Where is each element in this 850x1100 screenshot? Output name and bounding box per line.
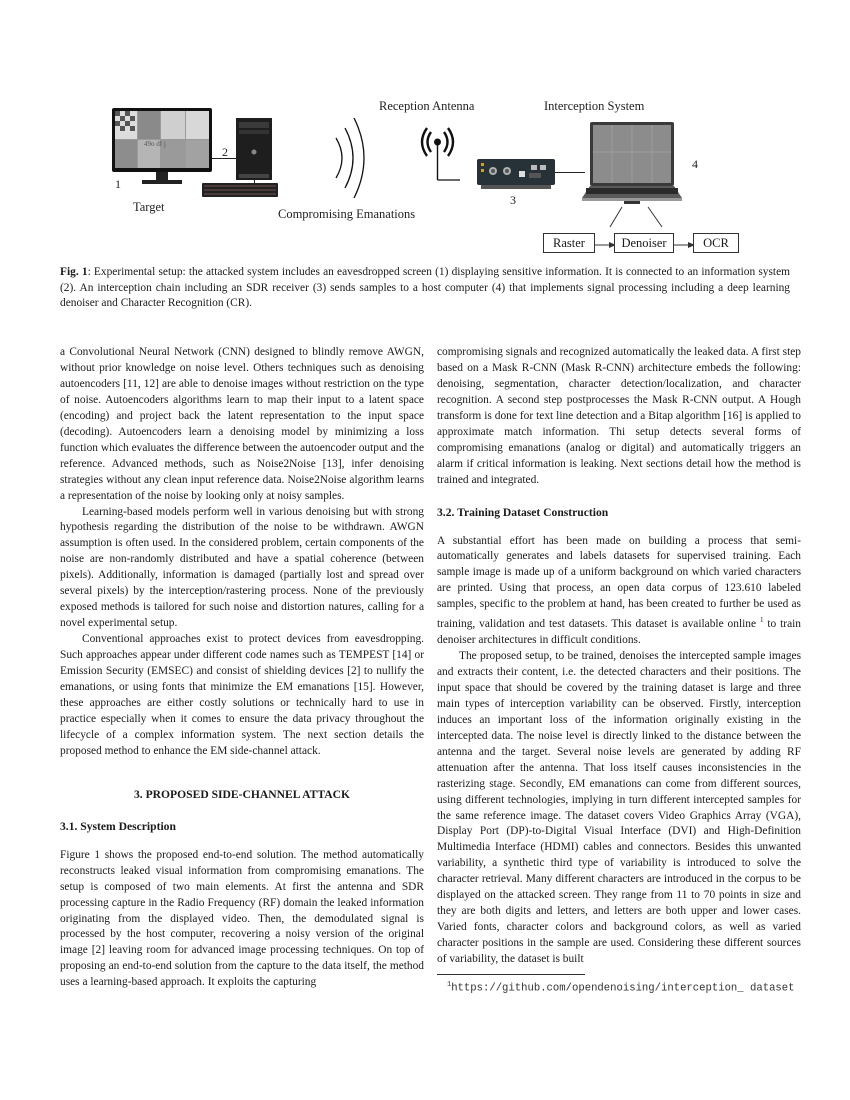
paragraph: a Convolutional Neural Network (CNN) designed to blindly remove AWGN, without prior knowledge on noise level. Others techniques such as denoising autoencoders [11, 12] are able to denoise images without restriction on the type of noise. Autoencoders algorithms learn to map their input to a latent space (encoding) and project back the latent representation to the input space (decoding). Autoencoders learn a denoising model by minimizing a loss function which evaluates the difference between the autoencoder output and the reference. Advanced methods, such as Noise2Noise [13], infer denoising strategies without any clean input reference data. Noise2Noise algorithm learns a representation of the noise by looking only at noisy samples.: [60, 346, 424, 502]
subsection-heading: 3.2. Training Dataset Construction: [437, 505, 609, 519]
left-column: [60, 345, 424, 991]
tower-pc-image: [236, 118, 272, 180]
section-heading: 3. PROPOSED SIDE-CHANNEL ATTACK: [133, 787, 351, 801]
label-number-3: 3: [510, 193, 516, 207]
figure-caption: [60, 265, 790, 312]
label-compromising-emanations: Compromising Emanations: [278, 207, 416, 221]
label-number-4: 4: [692, 157, 698, 171]
footnote-url[interactable]: https://github.com/opendenoising/interception_ dataset: [451, 982, 795, 995]
paragraph: compromising signals and recognized automatically the leaked data. A first step based on a Mask R-CNN (Mask R-CNN) architecture embeds the following: denoising, segmentation, character detection/localization, and character recognition. A second step postprocesses the Mask R-CNN output. A Hough transform is done for text line detection and a Bitap algorithm [16] is applied to approximate match information. Thi setup detects several forms of compromising emanations (analog or digital) and automatically triggers an alarm if critical information is leaking. Next sections detail how the method is trained and integrated.: [437, 346, 801, 486]
flow-box-ocr: OCR: [693, 233, 739, 253]
paragraph: A substantial effort has been made on building a process that semi-automatically generates and labels datasets for supervised training. Each sample image is made up of a uniform background on which varied characters are printed. Using that process, an open data corpus of 123.610 labeled samples, specific to the problem at hand, has been created to further be used as training, validation and test datasets. This dataset is available online $^1$ to train denoiser architectures in difficult conditions.: [437, 534, 801, 647]
laptop-image: [582, 122, 682, 204]
paragraph: Figure 1 shows the proposed end-to-end solution. The method automatically reconstructs leaked visual information from compromising emanations. The setup is composed of two main elements. At first the antenna and SDR processing capture in the Radio Frequency (RF) domain the leaked information originating from the displayed video. Then, the demodulated signal is processed by the host computer, recovering a noisy version of the original image [2] leaving room for advanced image processing techniques. On top of proposing an end-to-end solution from the capture to the data itself, the method uses a learning-based approach. It exploits the capturing: [60, 848, 424, 989]
footnote-divider: [437, 974, 585, 975]
arrow-right-icon: [594, 237, 616, 247]
keyboard-image: [202, 183, 278, 197]
figure-caption-label: Fig. 1: [60, 266, 88, 278]
sdr-laptop-cable: [555, 172, 585, 173]
paragraph: Learning-based models perform well in various denoising but with strong hypothesis regarding the distribution of the noise to be withdrawn. AWGN assumption is often used. In the considered problem, certain components of the noise are non-randomly distributed and have a spatial coherence (between pixels). Additionally, information is damaged (partially lost and spread over several pixels) by the interception/rastering process. None of the previously exposed methods is tailored for such noise and distortion natures, calling for a novel experimental setup.: [60, 505, 424, 630]
pc-keyboard-cable: [254, 180, 255, 184]
arrow-right-icon: [673, 237, 695, 247]
paragraph: Conventional approaches exist to protect devices from eavesdropping. Such approaches appear under different code names such as TEMPEST [14] or Emission Security (EMSEC) and consist of shielding devices [2] to nullify the emanations, or using fonts that minimize the EM emanations [15]. However, these approaches are either costly solutions or technically hard to use in practice especially when it comes to ensure the data privacy throughout the lifecycle of a complex information system. The next section details the proposed method to enhance the EM side-channel attack.: [60, 633, 424, 757]
label-number-1: 1: [115, 177, 121, 191]
laptop-flow-connectors: [600, 205, 670, 230]
flow-box-denoiser: Denoiser: [614, 233, 674, 253]
right-column: [437, 345, 801, 996]
footnote-number: 1: [447, 981, 452, 990]
label-number-2: 2: [222, 145, 228, 159]
paragraph: The proposed setup, to be trained, denoises the intercepted sample images and extracts their content, i.e. the detected characters and their positions. The input space that should be covered by the training dataset is large and three main types of interception variability can be observed. Firstly, interception induces an important loss of the information originally existing in the intercepted data. The noise level is directly linked to the distance between the antenna and the target. Several noise levels are generated by adding RF attenuation after the antenna. That loss itself causes inconsistencies in the rasterizing stage. Secondly, EM emanations can come from different sources, using different technologies, implying in turn different intercepted samples for the same reference image. The dataset covers Video Graphics Array (VGA), Display Port (DP)-to-Digital Visual Interface (DVI) and High-Definition Multimedia Interface (HDMI) cables and connectors. Besides this unwanted variability, a synthetic third type of variability is introduced to solve the character retrieval. Many different characters are introduced in the corpus to be displayed on the attacked screen. They range from 11 to 70 points in size and they are both digits and letters, and letters are both upper and lower cases. Varied fonts, character colors and background colors, as well as varied character positions in the sample are used. Considering these different sources of variability, the dataset is built: [437, 650, 801, 966]
label-target: Target: [133, 200, 165, 214]
flow-box-raster: Raster: [543, 233, 595, 253]
footnote-marker: 1: [759, 616, 764, 625]
target-monitor-image: [112, 108, 212, 188]
subsection-heading: 3.1. System Description: [60, 819, 176, 833]
label-interception-system: Interception System: [544, 99, 645, 113]
emanation-waves-icon: [328, 118, 378, 198]
footnote: [437, 978, 801, 996]
screen-sample-text: 49o df j: [144, 140, 166, 148]
sdr-receiver-image: [477, 157, 555, 191]
label-reception-antenna: Reception Antenna: [379, 99, 475, 113]
figure-caption-text: : Experimental setup: the attacked system includes an eavesdropped screen (1) displaying sensitive information. It is connected to an information system (2). An interception chain including an SDR receiver (3) sends samples to a host computer (4) that implements signal processing including a deep learning denoiser and Character Recognition (CR).: [60, 266, 790, 310]
antenna-icon: [415, 122, 460, 184]
